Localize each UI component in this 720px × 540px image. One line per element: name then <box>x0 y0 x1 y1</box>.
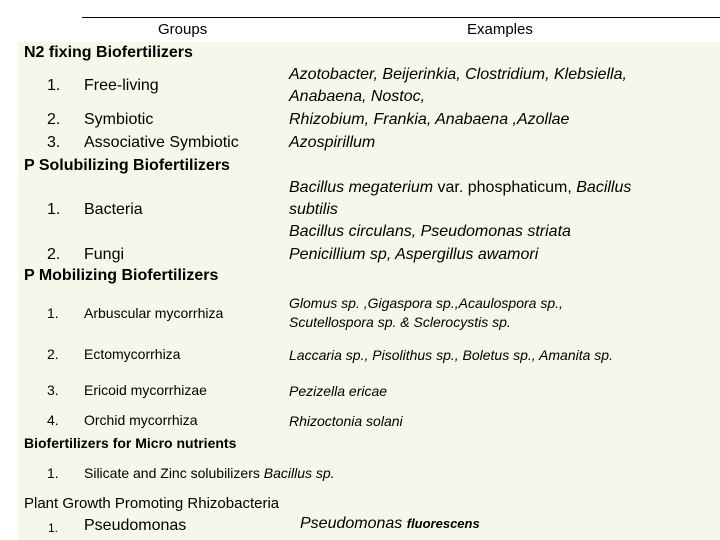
psol-example-1b: var. phosphaticum, <box>433 179 577 196</box>
pmob-item-1-name: Arbuscular mycorrhiza <box>84 305 224 321</box>
psol-item-2-name: Fungi <box>84 246 125 263</box>
groups-header: Groups <box>158 21 208 38</box>
n2-example-line-2: Anabaena, Nostoc, <box>289 88 426 105</box>
pmob-item-2-example: Laccaria sp., Pisolithus sp., Boletus sp., Amanita sp. <box>289 347 613 363</box>
n2-item-2-num: 2. <box>47 111 61 128</box>
pmob-item-2-num: 2. <box>47 346 59 362</box>
pgpr-example-a: Pseudomonas <box>300 515 407 532</box>
header-divider <box>82 17 720 18</box>
section-p-mobilizing: P Mobilizing Biofertilizers <box>24 267 219 284</box>
micro-item-1-num: 1. <box>47 465 59 481</box>
pmob-item-2-name: Ectomycorrhiza <box>84 346 181 362</box>
n2-item-1-num: 1. <box>47 77 61 94</box>
n2-item-3-num: 3. <box>47 134 61 151</box>
psol-example-line-2: subtilis <box>289 201 338 218</box>
pmob-item-3-example: Pezizella ericae <box>289 383 388 399</box>
psol-example-line-3: Bacillus circulans, Pseudomonas striata <box>289 223 571 240</box>
n2-item-1-name: Free-living <box>84 77 159 94</box>
n2-item-2-name: Symbiotic <box>84 111 154 128</box>
pmob-item-4-num: 4. <box>47 412 59 428</box>
pmob-item-3-num: 3. <box>47 382 59 398</box>
pmob-item-1-example-1: Glomus sp. ,Gigaspora sp.,Acaulospora sp., <box>289 295 563 311</box>
psol-example-line-1 <box>289 177 631 199</box>
pmob-item-4-example: Rhizoctonia solani <box>289 413 403 429</box>
pmob-item-4-name: Orchid mycorrhiza <box>84 412 198 428</box>
pmob-item-3-name: Ericoid mycorrhizae <box>84 382 207 398</box>
psol-item-1-name: Bacteria <box>84 201 143 218</box>
section-micro-nutrients: Biofertilizers for Micro nutrients <box>24 435 237 451</box>
pgpr-example-b: fluorescens <box>406 516 480 531</box>
pgpr-item-1-num: 1. <box>48 521 59 535</box>
psol-example-1a: Bacillus megaterium <box>289 179 434 196</box>
n2-example-line-4: Azospirillum <box>289 134 376 151</box>
section-p-solubilizing: P Solubilizing Biofertilizers <box>24 157 230 174</box>
psol-example-1c: Bacillus <box>576 179 632 196</box>
psol-item-1-num: 1. <box>47 201 61 218</box>
micro-item-1-row <box>84 465 335 482</box>
pmob-item-1-example-2: Scutellospora sp. & Sclerocystis sp. <box>289 314 511 330</box>
n2-example-line-3: Rhizobium, Frankia, Anabaena ,Azollae <box>289 111 570 128</box>
psol-example-line-4: Penicillium sp, Aspergillus awamori <box>289 246 539 263</box>
psol-item-2-num: 2. <box>47 246 61 263</box>
micro-item-1-example: Bacillus sp. <box>263 465 335 481</box>
pgpr-item-1-name: Pseudomonas <box>84 517 187 534</box>
pmob-item-1-num: 1. <box>47 305 59 321</box>
section-pgpr: Plant Growth Promoting Rhizobacteria <box>24 495 280 512</box>
n2-example-line-1: Azotobacter, Beijerinkia, Clostridium, Klebsiella, <box>289 66 627 83</box>
section-n2-fixing: N2 fixing Biofertilizers <box>24 44 193 61</box>
n2-item-3-name: Associative Symbiotic <box>84 134 239 151</box>
pgpr-item-1-example <box>300 515 480 533</box>
micro-item-1-name: Silicate and Zinc solubilizers <box>84 465 264 481</box>
examples-header: Examples <box>467 21 533 38</box>
